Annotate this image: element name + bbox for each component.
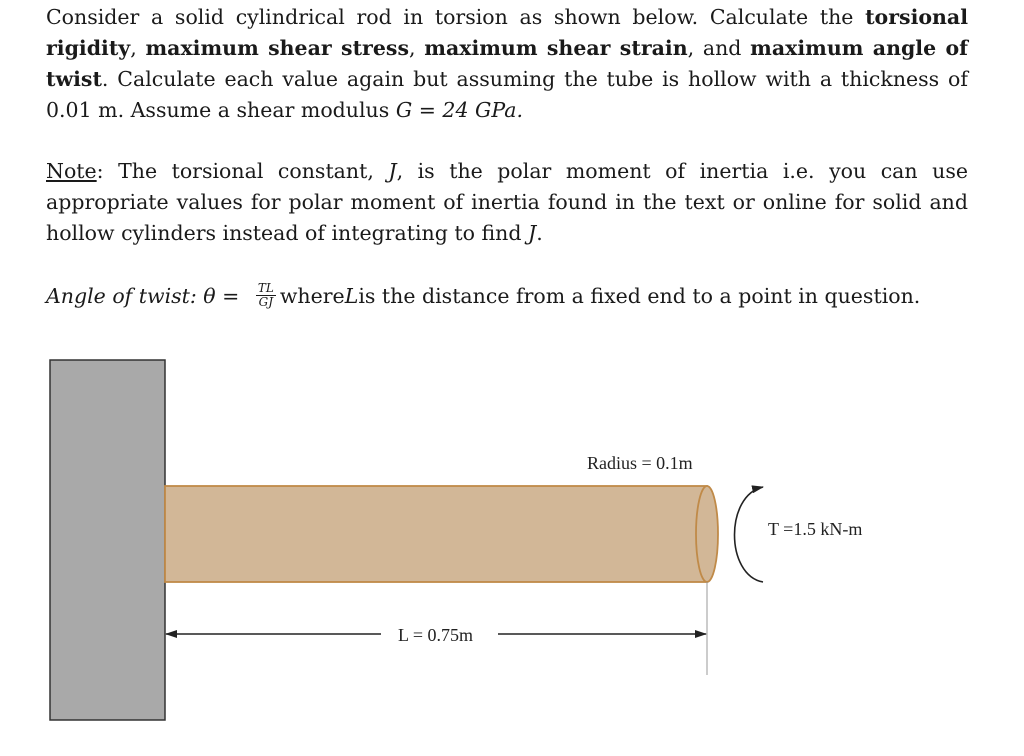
rod-end-face bbox=[696, 486, 718, 582]
term-max-shear-stress: maximum shear stress bbox=[145, 36, 409, 60]
fraction-denominator: GJ bbox=[258, 295, 274, 309]
length-label: L = 0.75m bbox=[398, 625, 473, 645]
problem-statement: Consider a solid cylindrical rod in torsion as shown below. Calculate the torsional rigidity, maximum shear stress, maximum shear strain, and maximum angle of twist. Calculate each value again but assuming the tube is hollow with a thickness of 0.01 m. Assume a shear modulus G = 24 GPa. bbox=[46, 5, 968, 122]
term-torsional-rigidity: torsional rigidity bbox=[46, 5, 968, 60]
note-paragraph: Note: The torsional constant, J, is the polar moment of inertia i.e. you can use appropriate values for polar moment of inertia found in the text or online for solid and hollow cylinders instead of integrating to find J. bbox=[46, 159, 968, 245]
radius-label: Radius = 0.1m bbox=[587, 453, 693, 473]
rod-body bbox=[165, 486, 707, 582]
formula-label: Angle of twist: θ bbox=[46, 283, 216, 308]
fixed-wall bbox=[50, 360, 165, 720]
shear-modulus-symbol: G bbox=[395, 98, 413, 122]
shear-modulus-value: 24 GPa. bbox=[442, 98, 524, 122]
term-max-shear-strain: maximum shear strain bbox=[424, 36, 688, 60]
torque-label: T =1.5 kN-m bbox=[768, 519, 863, 539]
term-max-angle-twist: maximum angle of twist bbox=[46, 36, 968, 91]
fraction-numerator: TL bbox=[257, 281, 274, 295]
note-label: Note bbox=[46, 159, 97, 183]
angle-of-twist-formula: Angle of twist: θ = $\frac{TL}{GJ}$ where L is the distance from a fixed end to a point in question. bbox=[46, 281, 921, 309]
torque-arrow-icon bbox=[735, 487, 764, 582]
